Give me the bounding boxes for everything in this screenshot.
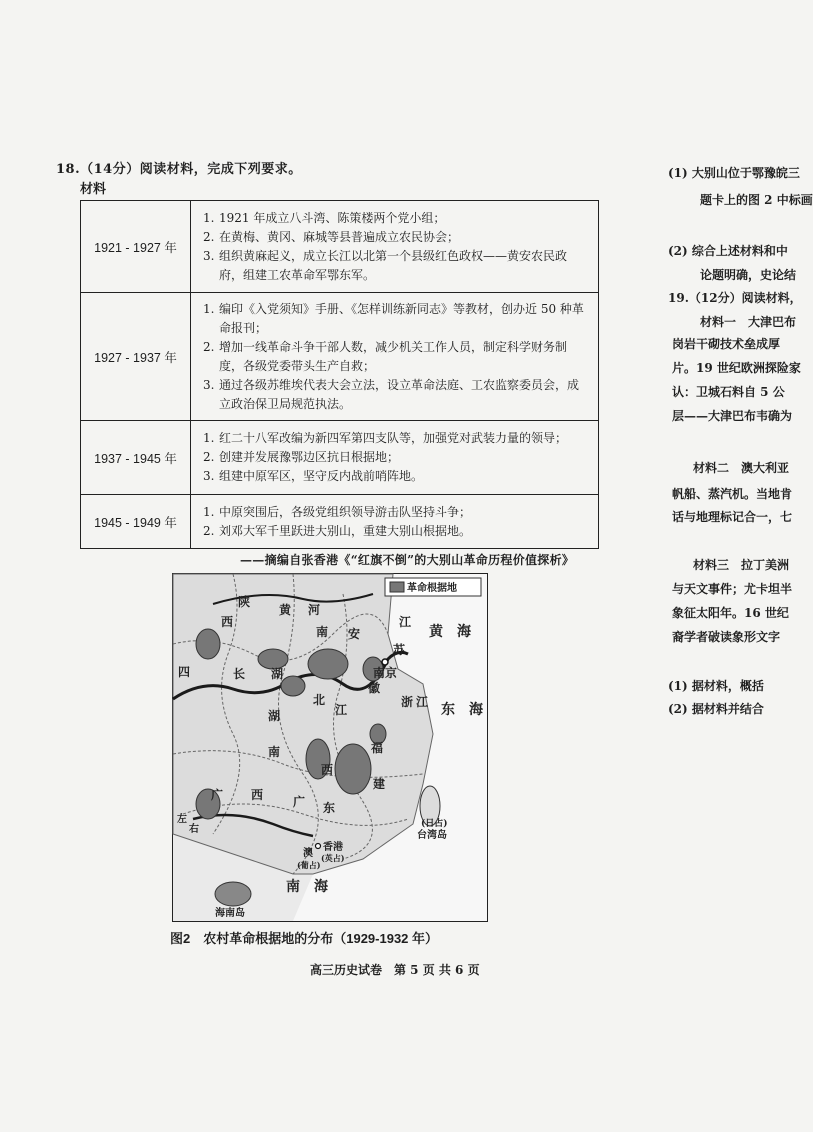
list-item [203, 209, 588, 228]
page-footer: 高三历史试卷 第 5 页 共 6 页 [310, 963, 480, 977]
label-zhe: 浙 [401, 695, 414, 709]
label-shaan: 陕 [238, 595, 251, 609]
hongkong-marker [316, 844, 321, 849]
item-text: 中原突围后，各级党组织领导游击队坚持斗争； [219, 504, 472, 519]
period-cell: 1945 - 1949 年 [81, 495, 191, 549]
item-text: 编印《入党须知》手册、《怎样训练新同志》等教材，创办近 50 种革命报刊； [219, 301, 584, 335]
table-row [81, 421, 599, 495]
legend-text: 革命根据地 [407, 583, 457, 594]
item-number: 1. [203, 301, 215, 316]
label-fu: 福 [371, 741, 384, 755]
right-text-line: 题卡上的图 2 中标画 [700, 193, 813, 207]
right-text-line: 层——大津巴布韦确为 [672, 409, 793, 423]
right-text-line: (1) 据材料，概括 [668, 679, 764, 693]
label-east-sea: 东 海 [441, 702, 483, 718]
label-he: 河 [308, 603, 321, 617]
item-text: 增加一线革命斗争干部人数，减少机关工作人员，制定科学财务制度，各级党委带头生产自救； [219, 339, 568, 373]
revolution-base-area [258, 649, 288, 669]
label-guang1: 广 [211, 788, 224, 802]
item-number: 3. [203, 248, 215, 263]
label-hui: 徽 [368, 681, 381, 695]
label-jiang3: 江 [416, 695, 429, 709]
label-su: 苏 [393, 643, 406, 657]
revolution-base-area [196, 629, 220, 659]
label-hainan: 海南岛 [215, 908, 245, 919]
items-cell [191, 293, 599, 421]
item-text: 红二十八军改编为新四军第四支队等，加强党对武装力量的领导； [219, 431, 568, 445]
item-number: 2. [203, 229, 215, 244]
right-text-line: 材料三 拉丁美洲 [693, 558, 790, 572]
item-number: 3. [203, 469, 215, 483]
label-ying: (英占) [321, 853, 345, 863]
right-text-line: 象征太阳年。16 世纪 [672, 606, 789, 620]
right-text-line: 裔学者破读象形文字 [672, 630, 781, 644]
label-bei: 北 [313, 693, 326, 707]
list-item [203, 300, 588, 338]
item-number: 1. [203, 504, 215, 519]
label-an: 安 [348, 627, 361, 641]
label-nanhai: 南 海 [286, 879, 328, 895]
list-item [203, 429, 588, 448]
right-text-line: 帆船、蒸汽机。当地肯 [672, 487, 793, 501]
label-ri: (日占) [421, 819, 448, 829]
label-xianggang: 香港 [323, 842, 343, 853]
item-text: 创建并发展豫鄂边区抗日根据地； [219, 450, 400, 464]
label-jian: 建 [373, 777, 386, 791]
label-ao-pu: (葡占) [297, 860, 321, 870]
label-yellow-sea: 黄 海 [429, 624, 471, 640]
label-guang2: 广 [293, 795, 306, 809]
period-cell: 1927 - 1937 年 [81, 293, 191, 421]
right-text-line: 论题明确，史论结 [700, 268, 797, 282]
legend-swatch [390, 582, 404, 592]
right-text-line: 材料一 大津巴布 [700, 315, 797, 329]
label-hu2: 湖 [268, 709, 281, 723]
list-item [203, 522, 588, 541]
label-xi2: 西 [321, 763, 334, 777]
table-row [81, 495, 599, 549]
table-row [81, 293, 599, 421]
right-text-line: (2) 据材料并结合 [668, 702, 764, 716]
map-caption: 图2 农村革命根据地的分布（1929-1932 年） [170, 931, 439, 946]
list-item [203, 503, 588, 522]
right-text-line: (2) 综合上述材料和中 [668, 244, 788, 258]
item-text: 在黄梅、黄冈、麻城等县普遍成立农民协会； [219, 229, 460, 244]
map-svg [173, 574, 487, 921]
label-zuo: 左 [177, 814, 187, 825]
label-nan1: 南 [316, 625, 329, 639]
revolution-base-area [308, 649, 348, 679]
items-cell [191, 421, 599, 495]
right-text-line: 材料二 澳大利亚 [693, 461, 790, 475]
label-ao: 澳 [303, 848, 313, 859]
item-text: 1921 年成立八斗湾、陈策楼两个党小组； [219, 210, 446, 225]
right-text-line: 片。19 世纪欧洲探险家 [672, 361, 801, 375]
item-number: 3. [203, 377, 215, 392]
material-table [80, 200, 599, 549]
item-number: 1. [203, 210, 215, 225]
list-item [203, 376, 588, 414]
label-si: 四 [178, 665, 191, 679]
item-number: 1. [203, 431, 215, 445]
item-text: 刘邓大军千里跃进大别山，重建大别山根据地。 [219, 523, 472, 538]
label-huang: 黄 [279, 603, 292, 617]
item-number: 2. [203, 450, 215, 464]
revolution-base-area [215, 882, 251, 906]
label-jiang2: 江 [335, 703, 348, 717]
right-text-line: (1) 大别山位于鄂豫皖三 [668, 166, 800, 180]
list-item [203, 467, 588, 486]
material-source: ——摘编自张香港《“红旗不倒”的大别山革命历程价值探析》 [240, 553, 575, 567]
label-jiangsu: 江 [399, 615, 412, 629]
period-cell: 1937 - 1945 年 [81, 421, 191, 495]
right-text-line: 19.（12分）阅读材料， [668, 291, 802, 305]
label-chang: 长 [233, 667, 246, 681]
right-text-line: 与天文事件；尤卡坦半 [672, 582, 793, 596]
revolution-base-map [172, 573, 488, 922]
item-text: 组建中原军区，坚守反内战前哨阵地。 [219, 469, 424, 483]
items-cell [191, 201, 599, 293]
nanjing-marker [382, 659, 388, 665]
list-item [203, 448, 588, 467]
label-nanjing: 南京 [373, 666, 398, 680]
period-cell: 1921 - 1927 年 [81, 201, 191, 293]
items-cell [191, 495, 599, 549]
list-item [203, 338, 588, 376]
material-label: 材料 [80, 182, 107, 197]
right-text-line: 认：卫城石料自 5 公 [672, 385, 785, 399]
label-xi3: 西 [251, 788, 264, 802]
label-nan2: 南 [268, 745, 281, 759]
question-header: 18.（14分）阅读材料，完成下列要求。 [56, 162, 302, 177]
revolution-base-area [335, 744, 371, 794]
label-xi1: 西 [221, 615, 234, 629]
label-taiwan: 台湾岛 [417, 830, 447, 841]
table-row [81, 201, 599, 293]
revolution-base-area [281, 676, 305, 696]
item-text: 通过各级苏维埃代表大会立法，设立革命法庭、工农监察委员会，成立政治保卫局规范执法。 [219, 377, 580, 411]
list-item [203, 228, 588, 247]
label-dong: 东 [323, 801, 336, 815]
right-text-line: 岗岩干砌技术垒成厚 [672, 337, 781, 351]
label-hu1: 湖 [271, 667, 284, 681]
right-text-line: 话与地理标记合一，七 [672, 510, 793, 524]
list-item [203, 247, 588, 285]
item-number: 2. [203, 339, 215, 354]
item-number: 2. [203, 523, 215, 538]
label-you: 右 [189, 824, 199, 835]
item-text: 组织黄麻起义，成立长江以北第一个县级红色政权——黄安农民政府，组建工农革命军鄂东军。 [219, 248, 568, 282]
